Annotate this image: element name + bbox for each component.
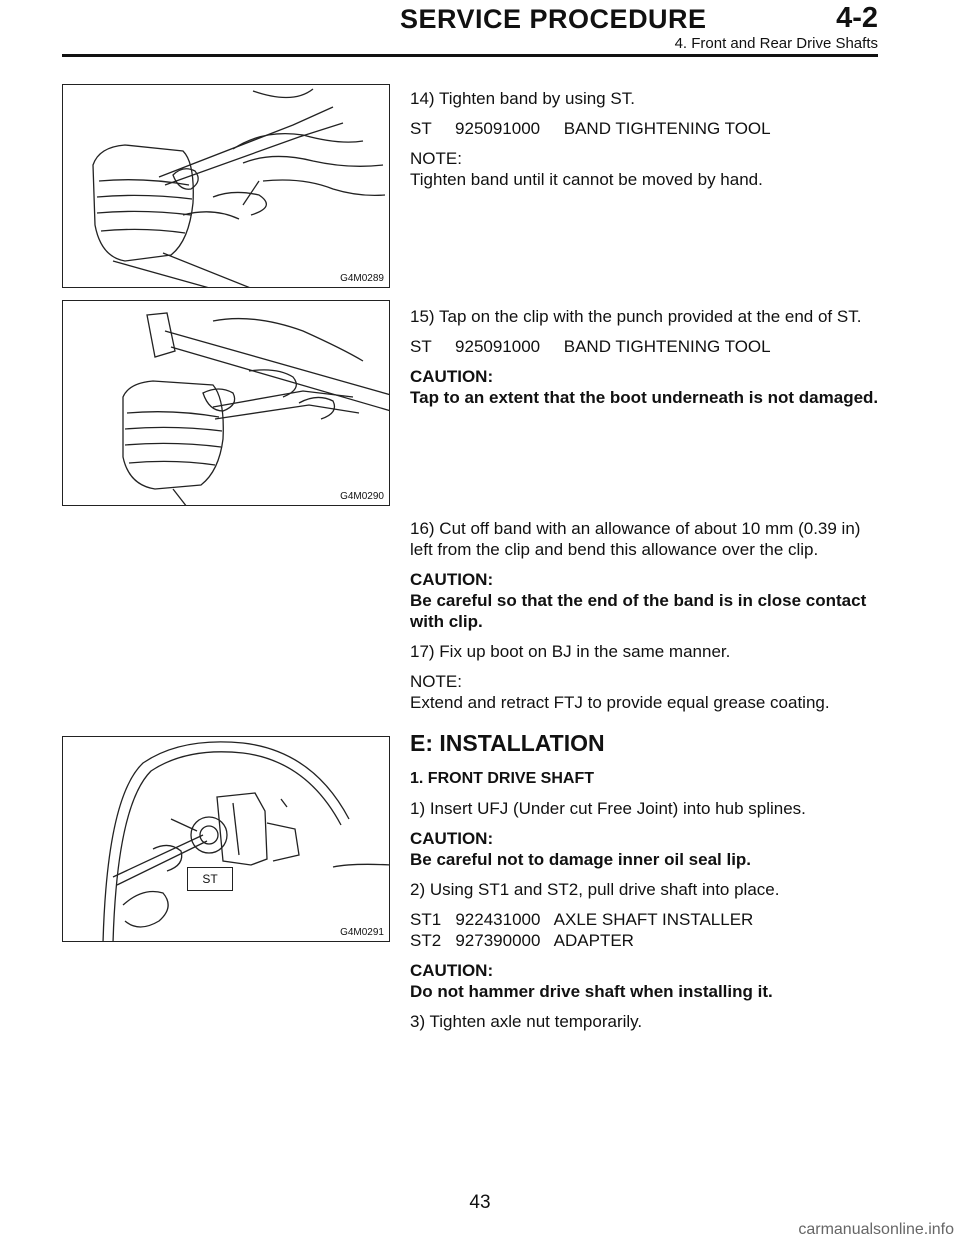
figure-label: G4M0289 (340, 273, 384, 284)
band-tightening-illustration (63, 85, 390, 288)
step-14-text: 14) Tighten band by using ST. (410, 89, 635, 108)
figure-label: G4M0291 (340, 927, 384, 938)
installation-body (410, 768, 882, 1032)
install-caution-2: Do not hammer drive shaft when installing it. (410, 982, 773, 1001)
st-callout: ST (187, 867, 233, 891)
chapter-number: 4-2 (836, 2, 878, 34)
install-step-2: 2) Using ST1 and ST2, pull drive shaft into place. (410, 880, 780, 899)
figure-g4m0291 (62, 736, 390, 942)
step-14-tool: ST 925091000 BAND TIGHTENING TOOL (410, 119, 771, 138)
caution-label: CAUTION: (410, 367, 494, 386)
clip-tapping-illustration (63, 301, 390, 506)
note-label: NOTE: (410, 149, 462, 168)
step-15-tool: ST 925091000 BAND TIGHTENING TOOL (410, 337, 771, 356)
step-16-caution: Be careful so that the end of the band is in close contact with clip. (410, 591, 867, 631)
step-15 (410, 306, 882, 408)
installation-title: E: INSTALLATION (410, 730, 605, 756)
step-17-note: Extend and retract FTJ to provide equal grease coating. (410, 693, 830, 712)
caution-label: CAUTION: (410, 570, 494, 589)
step-15-text: 15) Tap on the clip with the punch provided at the end of ST. (410, 307, 862, 326)
caution-label: CAUTION: (410, 961, 494, 980)
install-step-1: 1) Insert UFJ (Under cut Free Joint) into hub splines. (410, 799, 806, 818)
watermark: carmanualsonline.info (798, 1221, 954, 1238)
axle-installer-illustration (63, 737, 390, 942)
step-15-caution: Tap to an extent that the boot underneath is not damaged. (410, 388, 879, 407)
caution-label: CAUTION: (410, 829, 494, 848)
step-16-text: 16) Cut off band with an allowance of about 10 mm (0.39 in) left from the clip and bend this allowance over the clip. (410, 519, 861, 559)
step-14-note: Tighten band until it cannot be moved by hand. (410, 170, 763, 189)
section-title: SERVICE PROCEDURE (400, 4, 707, 34)
chapter-subtitle: 4. Front and Rear Drive Shafts (674, 35, 878, 52)
step-14 (410, 88, 882, 190)
front-drive-shaft-heading: 1. FRONT DRIVE SHAFT (410, 770, 595, 787)
figure-g4m0289 (62, 84, 390, 288)
step-17-text: 17) Fix up boot on BJ in the same manner. (410, 642, 731, 661)
install-caution-1: Be careful not to damage inner oil seal lip. (410, 850, 752, 869)
header-rule (62, 54, 878, 57)
page-number: 43 (469, 1192, 491, 1213)
figure-label: G4M0290 (340, 491, 384, 502)
install-step-3: 3) Tighten axle nut temporarily. (410, 1012, 643, 1031)
step-16-17 (410, 518, 882, 713)
install-tool-1: ST1 922431000 AXLE SHAFT INSTALLER (410, 910, 754, 929)
note-label: NOTE: (410, 672, 462, 691)
install-tool-2: ST2 927390000 ADAPTER (410, 931, 634, 950)
figure-g4m0290 (62, 300, 390, 506)
